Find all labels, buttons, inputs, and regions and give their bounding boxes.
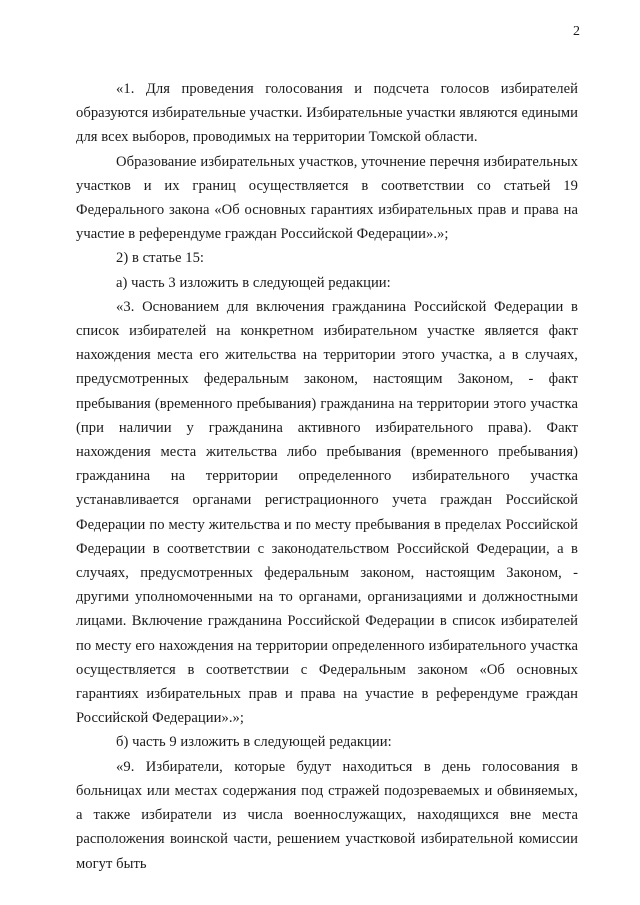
paragraph-clause-3: «3. Основанием для включения гражданина Российской Федерации в список избирателей на конкретном избирательном участке является факт нахождения места его жительства на территории этого участка, а в случаях, предусмотренных федеральным законом, настоящим Законом, - факт пребывания (временного пребывания) гражданина на территории этого участка (при наличии у гражданина активного избирательного права). Факт нахождения места жительства либо пребывания (временного пребывания) гражданина на территории определенного избирательного участка устанавливается органами регистрационного учета граждан Российской Федерации по месту жительства и по месту пребывания в пределах Российской Федерации в соответствии с законодательством Российской Федерации, а в случаях, предусмотренных федеральным законом, настоящим Законом, - другими уполномоченными на то органами, организациями и должностными лицами. Включение гражданина Российской Федерации в список избирателей по месту его нахождения на территории определенного избирательного участка осуществляется в соответствии с Федеральным законом «Об основных гарантиях избирательных прав и права на участие в референдуме граждан Российской Федерации».»; (76, 298, 578, 727)
paragraph-clause-9: «9. Избиратели, которые будут находиться в день голосования в больницах или местах содержания под стражей подозреваемых и обвиняемых, а также избиратели из числа военнослужащих, находящихся вне места расположения воинской части, решением участковой избирательной комиссии могут быть (76, 758, 578, 872)
paragraph-article-15-heading: 2) в статье 15: (116, 250, 205, 267)
page-number: 2 (573, 24, 580, 39)
paragraph-part-3-instruction: а) часть 3 изложить в следующей редакции: (116, 274, 391, 291)
paragraph-part-9-instruction: б) часть 9 изложить в следующей редакции: (116, 734, 392, 751)
paragraph-polling-stations-formation: Образование избирательных участков, уточнение перечня избирательных участков и их границ осуществляется в соответствии со статьей 19 Федерального закона «Об основных гарантиях избирательных прав и права на участие в референдуме граждан Российской Федерации».»; (76, 153, 578, 243)
document-body (76, 77, 578, 876)
paragraph-clause-1: «1. Для проведения голосования и подсчета голосов избирателей образуются избирательные участки. Избирательные участки являются едиными для всех выборов, проводимых на территории Томской области. (76, 81, 578, 146)
